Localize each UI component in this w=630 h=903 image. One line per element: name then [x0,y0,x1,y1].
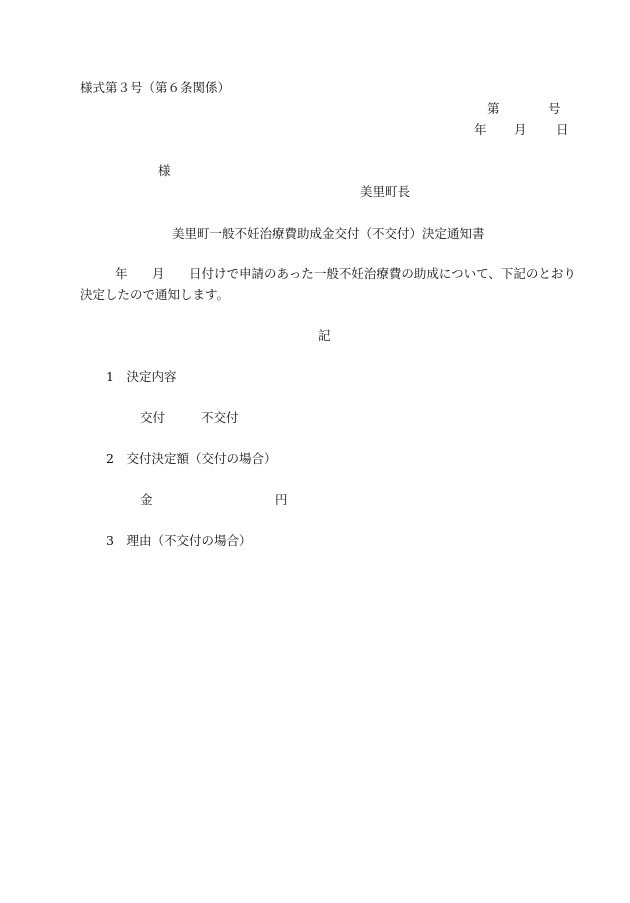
body-text-line2: 決定したので通知します。 [80,287,230,302]
section-1-heading: 1 決定内容 [106,369,177,384]
document-number-prefix: 第 [487,101,500,116]
body-month: 月 [152,266,165,281]
ki-heading: 記 [318,328,331,343]
section-3-heading: 3 理由（不交付の場合） [106,533,252,548]
option-grant: 交付 [140,410,166,425]
date-day: 日 [556,122,569,137]
document-number-suffix: 号 [548,101,561,116]
addressee-honorific: 様 [158,163,171,178]
issuer-name: 美里町長 [360,184,411,199]
date-year: 年 [474,122,487,137]
section-2-heading: 2 交付決定額（交付の場合） [106,451,277,466]
body-year: 年 [115,266,128,281]
body-text-line1: 日付けで申請のあった一般不妊治療費の助成について、下記のとおり [189,266,576,281]
form-label: 様式第３号（第６条関係） [80,80,231,95]
amount-yen: 円 [275,492,288,507]
document-title: 美里町一般不妊治療費助成金交付（不交付）決定通知書 [172,226,485,241]
amount-kin: 金 [140,492,153,507]
option-nongrant: 不交付 [201,410,239,425]
date-month: 月 [514,122,527,137]
